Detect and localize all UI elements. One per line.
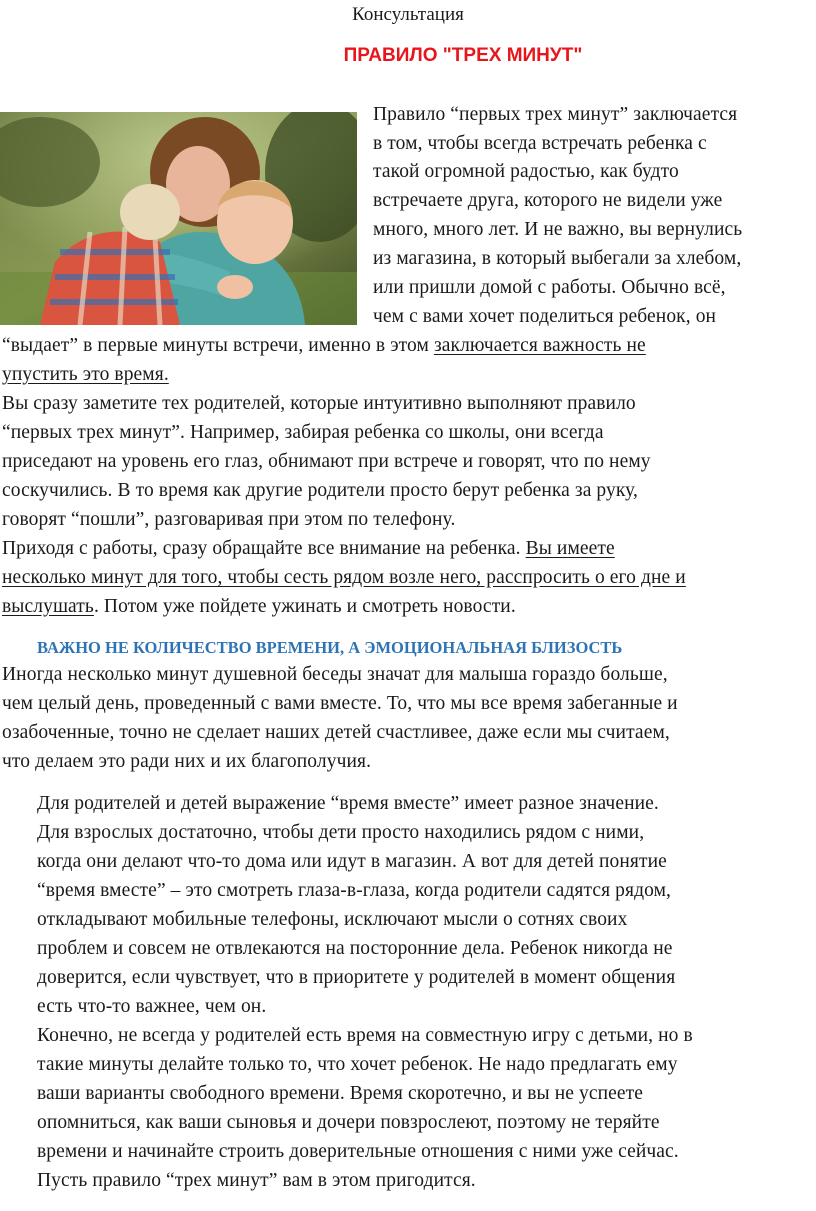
underlined-phrase: Вы имеете	[525, 538, 615, 559]
text-line: соскучились. В то время как другие родители просто берут ребенка за руку,	[2, 480, 639, 501]
underlined-phrase: несколько минут для того, чтобы сесть рядом возле него, расспросить о его дне и	[2, 567, 686, 588]
text-line: Приходя с работы, сразу обращайте все внимание на ребенка. Вы имеете	[2, 538, 615, 559]
text-line: откладывают мобильные телефоны, исключают мысли о сотнях своих	[37, 909, 628, 930]
text-line: приседают на уровень его глаз, обнимают при встрече и говорят, что по нему	[2, 451, 651, 472]
document-label: Консультация	[352, 4, 464, 25]
page-title: ПРАВИЛО "ТРЕХ МИНУТ"	[343, 45, 583, 66]
text-line: Правило “первых трех минут” заключается	[373, 104, 738, 125]
text-line: Пусть правило “трех минут” вам в этом пригодится.	[37, 1170, 476, 1191]
text-line: “первых трех минут”. Например, забирая ребенка со школы, они всегда	[2, 422, 604, 443]
text-line: “выдает” в первые минуты встречи, именно в этом заключается важность не	[2, 335, 646, 356]
text-line: опомниться, как ваши сыновья и дочери повзрослеют, поэтому не теряйте	[37, 1112, 660, 1133]
text-line: Для взрослых достаточно, чтобы дети просто находились рядом с ними,	[37, 822, 645, 843]
text-line: такой огромной радостью, как будто	[373, 161, 679, 182]
text-line: говорят “пошли”, разговаривая при этом по телефону.	[2, 509, 456, 530]
underlined-phrase: заключается важность не	[433, 335, 646, 356]
text-line: в том, чтобы всегда встречать ребенка с	[373, 133, 707, 154]
text-line: выслушать. Потом уже пойдете ужинать и смотреть новости.	[2, 596, 516, 617]
text-line: такие минуты делайте только то, что хочет ребенок. Не надо предлагать ему	[37, 1054, 678, 1075]
text-line: чем с вами хочет поделиться ребенок, он	[373, 306, 717, 327]
text-line: когда они делают что-то дома или идут в магазин. А вот для детей понятие	[37, 851, 667, 872]
text-line	[2, 564, 686, 592]
text-line: проблем и совсем не отвлекаются на посторонние дела. Ребенок никогда не	[37, 938, 673, 959]
text-line: Иногда несколько минут душевной беседы значат для малыша гораздо больше,	[2, 664, 668, 685]
underlined-phrase: упустить это время.	[2, 364, 169, 385]
text-line: встречаете друга, которого не видели уже	[373, 190, 723, 211]
underlined-phrase: выслушать	[2, 596, 94, 617]
text-line: озабоченные, точно не сделает наших детей счастливее, даже если мы считаем,	[2, 722, 670, 743]
text-line: Конечно, не всегда у родителей есть время на совместную игру с детьми, но в	[37, 1025, 693, 1046]
text-line: ваши варианты свободного времени. Время скоротечно, и вы не успеете	[37, 1083, 644, 1104]
text-line: есть что-то важнее, чем он.	[37, 996, 267, 1017]
text-line: Вы сразу заметите тех родителей, которые интуитивно выполняют правило	[2, 393, 636, 414]
text-line: из магазина, в который выбегали за хлебом,	[373, 248, 742, 269]
text-line: чем целый день, проведенный с вами вместе. То, что мы все время забеганные и	[2, 693, 678, 714]
text-line: времени и начинайте строить доверительные отношения с ними уже сейчас.	[37, 1141, 679, 1162]
text-line: доверится, если чувствует, что в приоритете у родителей в момент общения	[37, 967, 676, 988]
text-line	[2, 361, 169, 389]
section-heading: ВАЖНО НЕ КОЛИЧЕСТВО ВРЕМЕНИ, А ЭМОЦИОНАЛЬНАЯ БЛИЗОСТЬ	[37, 638, 623, 657]
text-line: “время вместе” – это смотреть глаза-в-глаза, когда родители садятся рядом,	[37, 880, 671, 901]
text-line: или пришли домой с работы. Обычно всё,	[373, 277, 726, 298]
mother-child-photo	[0, 112, 357, 325]
text-line: что делаем это ради них и их благополучия.	[2, 751, 372, 772]
text-line: Для родителей и детей выражение “время вместе” имеет разное значение.	[37, 793, 659, 814]
text-line: много, много лет. И не важно, вы вернулись	[373, 219, 743, 240]
